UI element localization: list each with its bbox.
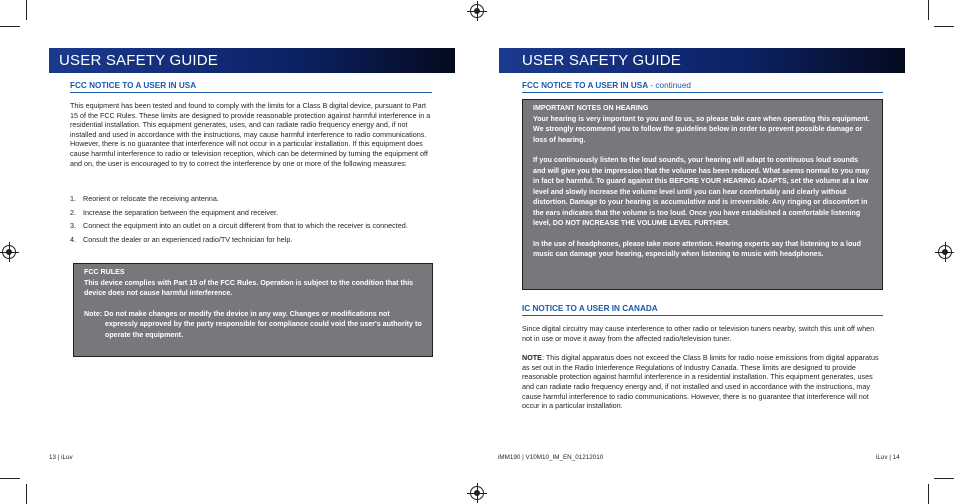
list-item-text: Reorient or relocate the receiving antenna. xyxy=(83,194,219,203)
list-item-text: Consult the dealer or an experienced radio/TV technician for help. xyxy=(83,234,293,244)
crop-mark xyxy=(928,0,929,20)
crop-mark xyxy=(928,484,929,504)
fcc-intro-paragraph xyxy=(70,101,432,168)
section-heading-fcc-usa xyxy=(70,81,432,93)
hearing-para-1: Your hearing is very important to you and to us, so please take care when operating this equipment. We strongly recommend you to follow the guideline below in order to prevent possible damage or loss of hearing. xyxy=(533,114,870,144)
section-heading-text: FCC NOTICE TO A USER IN USA xyxy=(70,81,197,90)
list-item-text: Connect the equipment into an outlet on a circuit different from that to which the receiver is connected. xyxy=(83,221,408,231)
page-banner-left: USER SAFETY GUIDE xyxy=(49,48,455,73)
intro-text: This equipment has been tested and found to comply with the limits for a Class B digital device, pursuant to Part 15 of the FCC Rules. These limits are designed to provide reasonable protection against harmful interference in a residential installation. This equipment generates, uses, and can radiate radio frequency energy and, if not installed and used in accordance with the instructions, may cause harmful interference to radio communications. However, there is no guarantee that interference will not occur in a particular installation. If this equipment does cause harmful interference to radio or television reception, which can be determined by turning the equipment off and on, the user is encouraged to try to correct the interference by one or more of the following measures: xyxy=(70,101,431,168)
section-heading-text: IC NOTICE TO A USER IN CANADA xyxy=(522,304,658,313)
crop-mark xyxy=(0,26,20,27)
hearing-para-2: If you continuously listen to the loud sounds, your hearing will adapt to continuous loud sounds and will give you the impression that the volume has been reduced. What seems normal to you may in fact be harmful. To guard against this BEFORE YOUR HEARING ADAPTS, set the volume at a low level and slowly increase the volume level until you can hear comfortably and clearly without distortion. Damage to your hearing is accumulative and is irreversible. Any ringing or discomfort in the ears indicates that the volume is too loud. Once you have established a comfortable listening level, DO NOT INCREASE THE VOLUME LEVEL FURTHER. xyxy=(533,156,870,227)
list-item-number: 2. xyxy=(70,207,76,217)
registration-mark-icon xyxy=(938,245,952,259)
list-item-number: 3. xyxy=(70,221,76,231)
fcc-rules-note: Note: Do not make changes or modify the device in any way. Changes or modifications not expressly approved by the party responsible for compliance could void the user's authority to operate the equipment. xyxy=(84,309,422,339)
canada-note-text: : This digital apparatus does not exceed the Class B limits for radio noise emissions from digital apparatus as set out in the Radio Interference Regulations of Industry Canada. These limits are designed to provide reasonable protection against harmful interference in a residential installation. This equipment generates, uses and can radiate radio frequency energy and, if not installed and used in accordance with the instructions, may cause harmful interference to radio communications. However, there is no guarantee that interference will not occur in a particular installation. xyxy=(522,353,879,411)
registration-mark-icon xyxy=(470,486,484,500)
crop-mark xyxy=(26,0,27,20)
list-item xyxy=(70,194,432,204)
crop-mark xyxy=(934,26,954,27)
page-banner-right: USER SAFETY GUIDE xyxy=(499,48,905,73)
page-footer-right: iLuv | 14 xyxy=(876,454,900,461)
crop-mark xyxy=(934,478,954,479)
canada-paragraphs xyxy=(522,324,883,411)
registration-mark-icon xyxy=(2,245,16,259)
section-heading-ic-canada xyxy=(522,304,883,316)
registration-mark-icon xyxy=(470,4,484,18)
section-heading-fcc-usa-continued xyxy=(522,81,883,93)
list-item xyxy=(70,221,432,231)
list-item-text: Increase the separation between the equipment and receiver. xyxy=(83,207,278,217)
crop-mark xyxy=(26,484,27,504)
section-heading-text: FCC NOTICE TO A USER IN USA xyxy=(522,81,649,90)
center-footer: iMM190 | V10M10_IM_EN_01212010 xyxy=(498,454,604,461)
list-item xyxy=(70,235,432,245)
hearing-notes-box xyxy=(522,99,883,290)
hearing-box-title: IMPORTANT NOTES ON HEARING xyxy=(533,104,649,112)
fcc-rules-title: FCC RULES xyxy=(84,268,125,276)
crop-mark xyxy=(0,478,20,479)
list-item-number: 1. xyxy=(70,194,76,203)
canada-para-1: Since digital circuitry may cause interference to other radio or television tuners nearby, switch this unit off when not in use or move it away from the affected radio/television tuner. xyxy=(522,324,875,343)
hearing-para-3: In the use of headphones, please take more attention. Hearing experts say that listening to a loud music can damage your hearing, especially when listening to music with headphones. xyxy=(533,239,861,258)
list-item-number: 4. xyxy=(70,234,76,244)
list-item xyxy=(70,208,432,218)
measures-list xyxy=(70,194,432,248)
page-footer-left: 13 | iLuv xyxy=(49,454,73,461)
fcc-rules-text: This device complies with Part 15 of the FCC Rules. Operation is subject to the condition that this device does not cause harmful interference. xyxy=(84,278,414,297)
canada-note xyxy=(522,353,883,411)
canada-note-label: NOTE xyxy=(522,353,542,363)
section-heading-suffix: - continued xyxy=(648,81,691,90)
fcc-rules-box xyxy=(73,263,433,357)
